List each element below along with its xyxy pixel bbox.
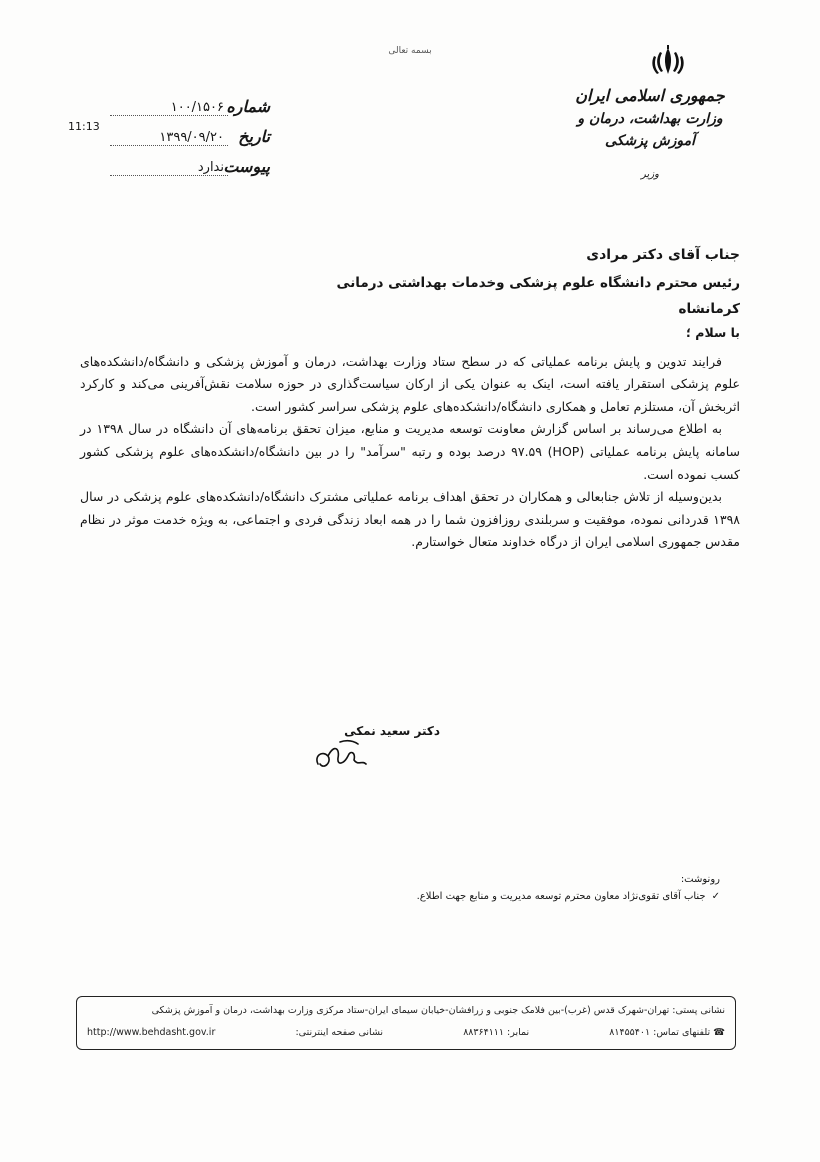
cc-block	[340, 874, 720, 902]
letter-body	[80, 322, 740, 554]
signer-name: دکتر سعید نمکی	[344, 724, 440, 738]
cc-item-text: جناب آقای تقوی‌نژاد معاون محترم توسعه مدیریت و منابع جهت اطلاع.	[416, 891, 706, 902]
attachment-value: ندارد	[110, 160, 228, 176]
phone-text: تلفنهای تماس: ۸۱۴۵۵۴۰۱	[609, 1027, 711, 1038]
recipient-name: جناب آقای دکتر مرادی	[586, 247, 740, 263]
checkmark-icon: ✓	[711, 891, 720, 902]
meta-attachment-row	[110, 146, 270, 176]
time-stamp: 11:13	[68, 120, 100, 133]
footer-address: نشانی پستی: تهران-شهرک قدس (غرب)-بین فلامک جنوبی و زرافشان-خیابان سیمای ایران-ستاد مرکزی وزارت بهداشت، درمان و آموزش پزشکی	[151, 1005, 725, 1016]
meta-number-row	[110, 86, 270, 116]
bismillah-text: بسمه تعالی	[388, 46, 432, 56]
footer-fax: نمابر: ۸۸۳۶۴۱۱۱	[463, 1027, 530, 1038]
paragraph-3: بدین‌وسیله از تلاش جنابعالی و همکاران در تحقق اهداف برنامه عملیاتی مشترک دانشگاه/دانشکده‌های علوم پزشکی در سال ۱۳۹۸ قدردانی نموده، موفقیت و سربلندی روزافزون شما را در همه ابعاد زندگی فردی و اجتماعی، به ویژه خدمت موثر در نظام مقدس جمهوری اسلامی ایران از درگاه خداوند متعال خواستارم.	[80, 489, 740, 550]
letter-meta	[110, 86, 270, 176]
greeting: با سلام ؛	[685, 325, 740, 340]
cc-item	[340, 891, 720, 902]
date-label: تاریخ	[238, 127, 270, 146]
phone-icon: ☎	[710, 1027, 725, 1038]
ministry-line-3: وزیر	[641, 169, 659, 180]
attachment-label: پیوست	[223, 157, 270, 176]
recipient-block	[320, 240, 740, 322]
number-label: شماره	[226, 97, 270, 116]
letter-footer	[76, 996, 736, 1050]
iran-emblem-icon	[648, 44, 688, 80]
footer-website-label: نشانی صفحه اینترنتی:	[295, 1027, 384, 1038]
meta-date-row	[110, 116, 270, 146]
cc-label: رونوشت:	[680, 874, 720, 885]
recipient-title: رئیس محترم دانشگاه علوم پزشکی وخدمات بهداشتی درمانی کرمانشاه	[336, 275, 740, 317]
paragraph-2: به اطلاع می‌رساند بر اساس گزارش معاونت توسعه مدیریت و منابع، میزان تحقق برنامه‌های آن دانشگاه در سال ۱۳۹۸ در سامانه پایش برنامه عملیاتی (HOP) ۹۷.۵۹ درصد بوده و رتبه "سرآمد" را در بین دانشگاه/دانشکده‌های علوم پزشکی کشور کسب نموده است.	[80, 421, 740, 482]
ministry-heading	[560, 84, 740, 182]
ministry-line-1: جمهوری اسلامی ایران	[575, 86, 725, 105]
footer-contact	[87, 1027, 725, 1038]
signature-block	[300, 724, 450, 784]
date-value: ۱۳۹۹/۰۹/۲۰	[110, 130, 228, 146]
ministry-line-2: وزارت بهداشت، درمان و آموزش پزشکی	[577, 111, 723, 149]
footer-phone	[609, 1027, 725, 1038]
footer-website[interactable]: http://www.behdasht.gov.ir	[87, 1027, 216, 1038]
paragraph-1: فرایند تدوین و پایش برنامه عملیاتی که در سطح ستاد وزارت بهداشت، درمان و آموزش پزشکی و دانشگاه/دانشکده‌های علوم پزشکی استقرار یافته است، اینک به عنوان یکی از ارکان سیاست‌گذاری در حوزه سلامت نقش‌آفرینی می‌کند و کارکرد اثربخش آن، مستلزم تعامل و همکاری دانشگاه/دانشکده‌های علوم پزشکی سراسر کشور است.	[80, 353, 740, 414]
handwritten-signature	[310, 730, 380, 780]
number-value: ۱۰۰/۱۵۰۶	[110, 100, 228, 116]
